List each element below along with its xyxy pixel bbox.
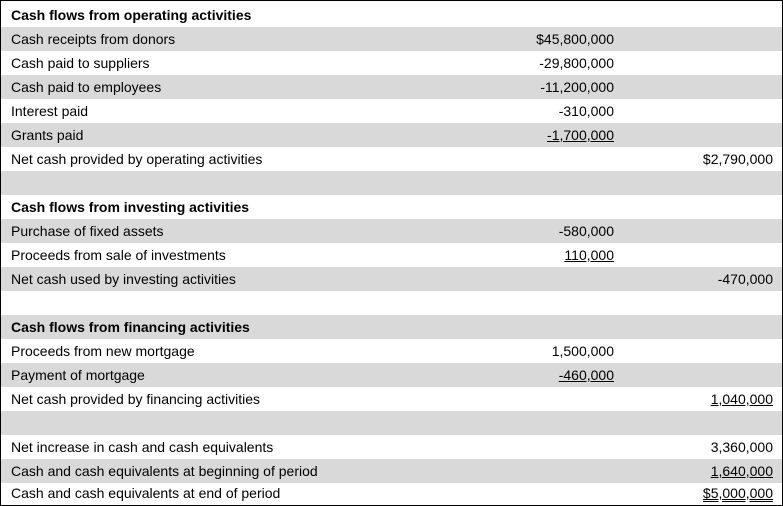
row-amount: 110,000 bbox=[564, 247, 614, 263]
table-row bbox=[1, 51, 782, 75]
row-amount: -580,000 bbox=[558, 223, 614, 239]
financing-net-label: Net cash provided by financing activities bbox=[11, 391, 261, 407]
investing-net-row bbox=[1, 267, 782, 291]
investing-net-amount: -470,000 bbox=[717, 271, 773, 287]
table-row bbox=[1, 363, 782, 387]
row-amount: 3,360,000 bbox=[710, 439, 773, 455]
row-amount: -1,700,000 bbox=[547, 127, 614, 143]
row-label: Cash and cash equivalents at end of period bbox=[11, 485, 281, 501]
table-row bbox=[1, 75, 782, 99]
row-label: Cash receipts from donors bbox=[11, 31, 176, 47]
spacer-row bbox=[1, 411, 782, 435]
investing-net-label: Net cash used by investing activities bbox=[11, 271, 236, 287]
table-row bbox=[1, 243, 782, 267]
table-row bbox=[1, 481, 782, 505]
investing-header-row bbox=[1, 195, 782, 219]
financing-header: Cash flows from financing activities bbox=[11, 319, 250, 335]
table-row bbox=[1, 123, 782, 147]
table-row bbox=[1, 339, 782, 363]
row-amount: -460,000 bbox=[558, 367, 614, 383]
row-amount: -29,800,000 bbox=[539, 55, 614, 71]
row-label: Grants paid bbox=[11, 127, 84, 143]
row-amount: $5,000,000 bbox=[702, 485, 773, 501]
row-amount: -310,000 bbox=[558, 103, 614, 119]
spacer-row bbox=[1, 171, 782, 195]
row-label: Net increase in cash and cash equivalents bbox=[11, 439, 274, 455]
row-label: Cash paid to employees bbox=[11, 79, 162, 95]
table-row bbox=[1, 99, 782, 123]
row-label: Cash paid to suppliers bbox=[11, 55, 150, 71]
table-row bbox=[1, 219, 782, 243]
row-amount: 1,500,000 bbox=[551, 343, 614, 359]
operating-net-row bbox=[1, 147, 782, 171]
row-label: Purchase of fixed assets bbox=[11, 223, 164, 239]
row-label: Interest paid bbox=[11, 103, 89, 119]
operating-header-row bbox=[1, 3, 782, 27]
operating-net-label: Net cash provided by operating activities bbox=[11, 151, 263, 167]
financing-header-row bbox=[1, 315, 782, 339]
row-label: Proceeds from new mortgage bbox=[11, 343, 195, 359]
row-label: Cash and cash equivalents at beginning of period bbox=[11, 463, 318, 479]
row-label: Proceeds from sale of investments bbox=[11, 247, 226, 263]
row-amount: $45,800,000 bbox=[536, 31, 614, 47]
investing-header: Cash flows from investing activities bbox=[11, 199, 250, 215]
table-row bbox=[1, 27, 782, 51]
table-row bbox=[1, 435, 782, 459]
row-amount: -11,200,000 bbox=[540, 79, 614, 95]
row-label: Payment of mortgage bbox=[11, 367, 145, 383]
financing-net-amount: 1,040,000 bbox=[710, 391, 773, 407]
row-amount: 1,640,000 bbox=[710, 463, 773, 479]
operating-header: Cash flows from operating activities bbox=[11, 7, 252, 23]
financing-net-row bbox=[1, 387, 782, 411]
table-row bbox=[1, 459, 782, 483]
operating-net-amount: $2,790,000 bbox=[702, 151, 773, 167]
spacer-row bbox=[1, 291, 782, 315]
